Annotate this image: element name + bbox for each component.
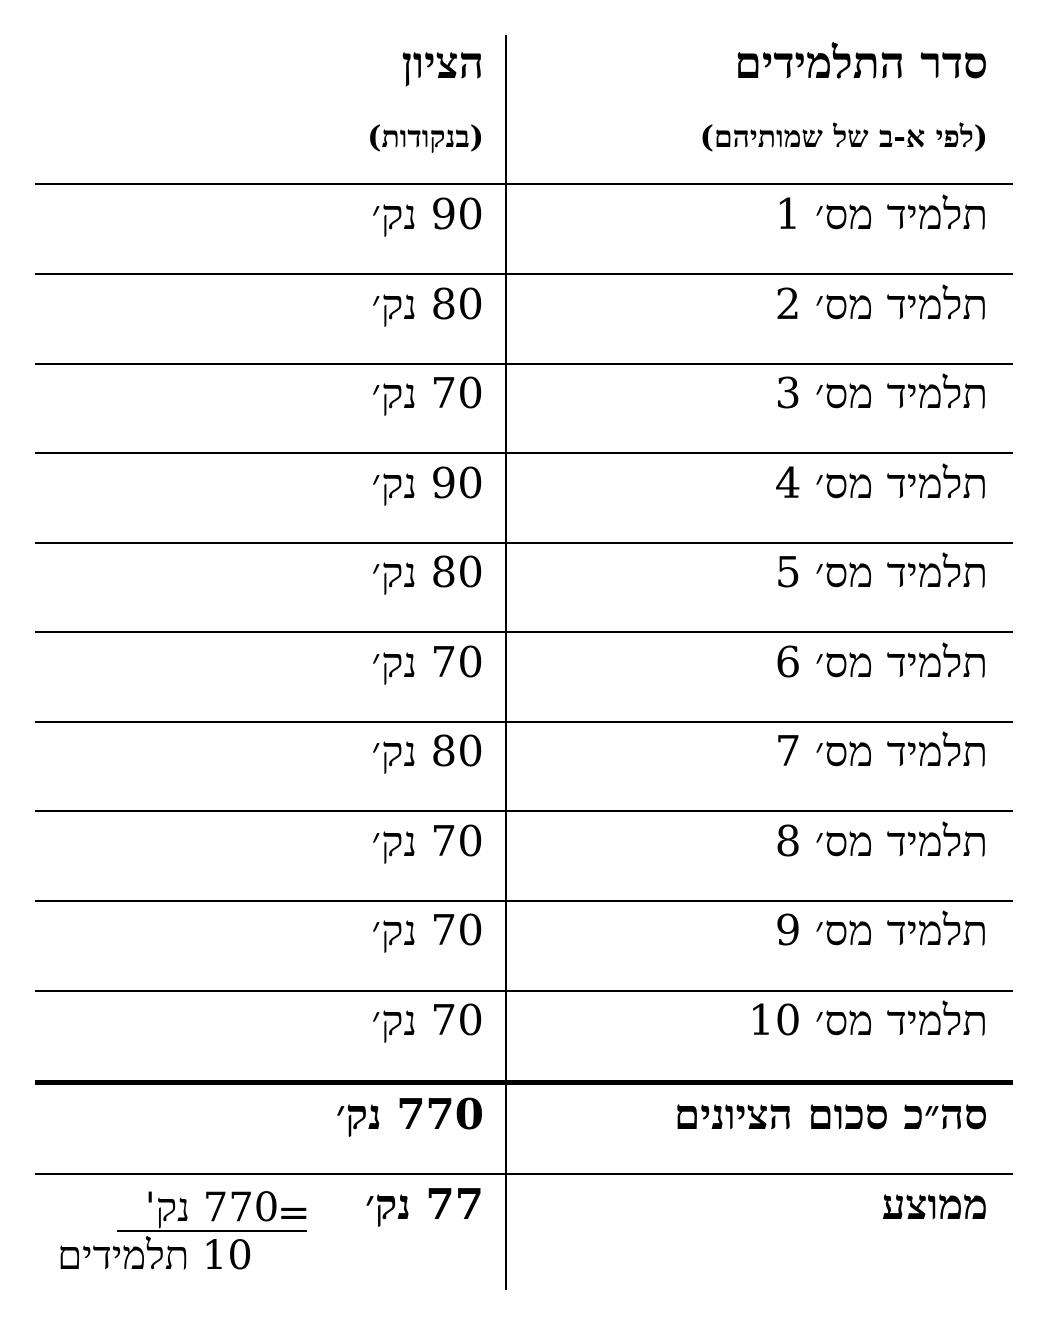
row-divider bbox=[35, 810, 1013, 812]
student-grade: 80 נק׳ bbox=[371, 727, 484, 776]
equals-sign: = bbox=[277, 1190, 311, 1236]
row-divider bbox=[35, 452, 1013, 454]
grade-column-title: הציון bbox=[401, 38, 484, 89]
student-grade: 80 נק׳ bbox=[371, 548, 484, 597]
student-name: תלמיד מס׳ 1 bbox=[774, 190, 988, 239]
fraction-numerator: 770 נק' bbox=[117, 1186, 307, 1232]
student-name: תלמיד מס׳ 10 bbox=[747, 996, 988, 1045]
total-divider bbox=[35, 1080, 1013, 1085]
student-grade: 70 נק׳ bbox=[371, 906, 484, 955]
fraction-denominator: 10 תלמידים bbox=[57, 1233, 253, 1279]
average-divider bbox=[35, 1173, 1013, 1175]
student-grade: 80 נק׳ bbox=[371, 280, 484, 329]
student-name: תלמיד מס׳ 9 bbox=[774, 906, 988, 955]
average-calculation bbox=[45, 1185, 311, 1286]
student-grade: 70 נק׳ bbox=[371, 817, 484, 866]
student-grade: 70 נק׳ bbox=[371, 369, 484, 418]
student-grade: 90 נק׳ bbox=[371, 190, 484, 239]
row-divider bbox=[35, 363, 1013, 365]
student-name: תלמיד מס׳ 2 bbox=[774, 280, 988, 329]
header-divider bbox=[35, 183, 1013, 185]
total-value: 770 נק׳ bbox=[335, 1090, 484, 1139]
total-label: סה״כ סכום הציונים bbox=[674, 1090, 988, 1139]
student-name: תלמיד מס׳ 5 bbox=[774, 548, 988, 597]
average-label: ממוצע bbox=[881, 1180, 988, 1229]
average-value: 77 נק׳ bbox=[365, 1180, 484, 1229]
row-divider bbox=[35, 542, 1013, 544]
student-name: תלמיד מס׳ 8 bbox=[774, 817, 988, 866]
column-divider bbox=[505, 35, 507, 1290]
row-divider bbox=[35, 273, 1013, 275]
row-divider bbox=[35, 990, 1013, 992]
row-divider bbox=[35, 721, 1013, 723]
student-grade: 70 נק׳ bbox=[371, 638, 484, 687]
row-divider bbox=[35, 631, 1013, 633]
students-column-subtitle: (לפי א-ב של שמותיהם) bbox=[699, 120, 988, 155]
student-grade: 70 נק׳ bbox=[371, 996, 484, 1045]
student-name: תלמיד מס׳ 4 bbox=[774, 459, 988, 508]
grade-column-subtitle: (בנקודות) bbox=[367, 120, 484, 155]
student-name: תלמיד מס׳ 3 bbox=[774, 369, 988, 418]
students-column-title: סדר התלמידים bbox=[734, 38, 988, 89]
student-grade: 90 נק׳ bbox=[371, 459, 484, 508]
student-name: תלמיד מס׳ 7 bbox=[774, 727, 988, 776]
student-name: תלמיד מס׳ 6 bbox=[774, 638, 988, 687]
row-divider bbox=[35, 900, 1013, 902]
